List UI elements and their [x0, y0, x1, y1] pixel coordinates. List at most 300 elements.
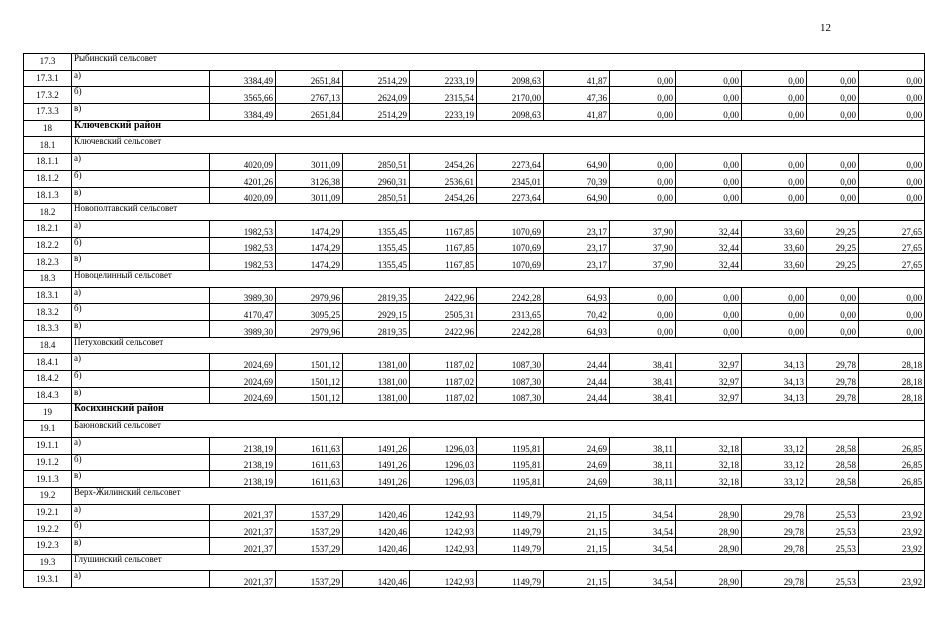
row-code: 18.1.3 — [24, 187, 72, 204]
district-name: Косихинский район — [72, 404, 925, 421]
value-cell: 1381,00 — [343, 354, 410, 371]
value-cell: 0,00 — [742, 104, 807, 121]
value-cell: 1420,46 — [343, 571, 410, 588]
section-row — [24, 554, 925, 571]
value-cell: 0,00 — [610, 187, 676, 204]
value-cell: 33,60 — [742, 254, 807, 271]
value-cell: 1491,26 — [343, 471, 410, 488]
value-cell: 1242,93 — [410, 521, 477, 538]
value-cell: 1474,29 — [276, 254, 343, 271]
table-row — [24, 104, 925, 121]
value-cell: 38,11 — [610, 437, 676, 454]
district-code: 18 — [24, 120, 72, 137]
row-code: 18.3.3 — [24, 321, 72, 338]
row-label: в) — [72, 104, 210, 121]
value-cell: 0,00 — [676, 70, 742, 87]
value-cell: 1491,26 — [343, 437, 410, 454]
row-label: б) — [72, 454, 210, 471]
value-cell: 1355,45 — [343, 254, 410, 271]
value-cell: 2514,29 — [343, 70, 410, 87]
value-cell: 2979,96 — [276, 287, 343, 304]
value-cell: 25,53 — [807, 521, 859, 538]
value-cell: 29,78 — [742, 537, 807, 554]
row-label: б) — [72, 237, 210, 254]
value-cell: 1982,53 — [210, 237, 276, 254]
row-code: 19.1.2 — [24, 454, 72, 471]
value-cell: 2021,37 — [210, 521, 276, 538]
section-name: Глушинский сельсовет — [72, 554, 925, 571]
value-cell: 0,00 — [676, 87, 742, 104]
value-cell: 3011,09 — [276, 187, 343, 204]
value-cell: 2454,26 — [410, 154, 477, 171]
value-cell: 2651,84 — [276, 70, 343, 87]
table-row — [24, 571, 925, 588]
row-code: 19.3.1 — [24, 571, 72, 588]
value-cell: 1187,02 — [410, 354, 477, 371]
value-cell: 1537,29 — [276, 537, 343, 554]
row-code: 17.3.2 — [24, 87, 72, 104]
value-cell: 0,00 — [859, 104, 925, 121]
value-cell: 29,78 — [742, 521, 807, 538]
value-cell: 2242,28 — [477, 321, 544, 338]
value-cell: 2819,35 — [343, 321, 410, 338]
value-cell: 2273,64 — [477, 187, 544, 204]
value-cell: 1381,00 — [343, 371, 410, 388]
value-cell: 21,15 — [544, 571, 610, 588]
value-cell: 0,00 — [742, 154, 807, 171]
value-cell: 2021,37 — [210, 504, 276, 521]
value-cell: 32,97 — [676, 387, 742, 404]
value-cell: 29,78 — [742, 571, 807, 588]
value-cell: 0,00 — [742, 170, 807, 187]
value-cell: 0,00 — [859, 170, 925, 187]
value-cell: 29,25 — [807, 237, 859, 254]
value-cell: 1167,85 — [410, 237, 477, 254]
value-cell: 2170,00 — [477, 87, 544, 104]
value-cell: 0,00 — [859, 304, 925, 321]
row-code: 18.4.3 — [24, 387, 72, 404]
value-cell: 28,58 — [807, 454, 859, 471]
value-cell: 0,00 — [807, 170, 859, 187]
value-cell: 2514,29 — [343, 104, 410, 121]
table-row — [24, 354, 925, 371]
value-cell: 2960,31 — [343, 170, 410, 187]
value-cell: 0,00 — [742, 70, 807, 87]
value-cell: 1242,93 — [410, 537, 477, 554]
value-cell: 23,17 — [544, 254, 610, 271]
table-row — [24, 237, 925, 254]
value-cell: 2624,09 — [343, 87, 410, 104]
value-cell: 1355,45 — [343, 220, 410, 237]
value-cell: 0,00 — [742, 304, 807, 321]
tariff-table — [23, 53, 925, 588]
value-cell: 4170,47 — [210, 304, 276, 321]
value-cell: 0,00 — [807, 321, 859, 338]
value-cell: 38,41 — [610, 371, 676, 388]
value-cell: 3565,66 — [210, 87, 276, 104]
section-code: 19.2 — [24, 487, 72, 504]
value-cell: 34,13 — [742, 371, 807, 388]
value-cell: 2345,01 — [477, 170, 544, 187]
value-cell: 41,87 — [544, 70, 610, 87]
value-cell: 32,18 — [676, 454, 742, 471]
section-code: 18.3 — [24, 270, 72, 287]
row-label: б) — [72, 87, 210, 104]
value-cell: 38,41 — [610, 387, 676, 404]
value-cell: 23,17 — [544, 237, 610, 254]
value-cell: 32,97 — [676, 371, 742, 388]
value-cell: 0,00 — [859, 154, 925, 171]
value-cell: 1491,26 — [343, 454, 410, 471]
value-cell: 0,00 — [676, 187, 742, 204]
section-row — [24, 137, 925, 154]
value-cell: 23,92 — [859, 571, 925, 588]
row-label: а) — [72, 220, 210, 237]
value-cell: 1537,29 — [276, 521, 343, 538]
table-row — [24, 304, 925, 321]
row-label: в) — [72, 471, 210, 488]
value-cell: 1420,46 — [343, 521, 410, 538]
value-cell: 3126,38 — [276, 170, 343, 187]
row-code: 19.2.2 — [24, 521, 72, 538]
value-cell: 2024,69 — [210, 387, 276, 404]
section-code: 17.3 — [24, 54, 72, 71]
table-row — [24, 170, 925, 187]
value-cell: 1355,45 — [343, 237, 410, 254]
value-cell: 1611,63 — [276, 471, 343, 488]
row-code: 17.3.1 — [24, 70, 72, 87]
value-cell: 0,00 — [610, 87, 676, 104]
value-cell: 29,78 — [742, 504, 807, 521]
value-cell: 2850,51 — [343, 187, 410, 204]
value-cell: 0,00 — [742, 321, 807, 338]
row-code: 18.1.1 — [24, 154, 72, 171]
row-label: в) — [72, 321, 210, 338]
row-label: б) — [72, 170, 210, 187]
value-cell: 2850,51 — [343, 154, 410, 171]
value-cell: 28,18 — [859, 354, 925, 371]
value-cell: 70,39 — [544, 170, 610, 187]
value-cell: 0,00 — [742, 287, 807, 304]
value-cell: 0,00 — [676, 321, 742, 338]
value-cell: 1195,81 — [477, 454, 544, 471]
value-cell: 2767,13 — [276, 87, 343, 104]
value-cell: 28,90 — [676, 571, 742, 588]
value-cell: 4020,09 — [210, 187, 276, 204]
value-cell: 24,69 — [544, 437, 610, 454]
value-cell: 26,85 — [859, 437, 925, 454]
row-label: а) — [72, 437, 210, 454]
row-code: 19.2.1 — [24, 504, 72, 521]
table-row — [24, 287, 925, 304]
section-name: Верх-Жилинский сельсовет — [72, 487, 925, 504]
value-cell: 2979,96 — [276, 321, 343, 338]
value-cell: 0,00 — [610, 154, 676, 171]
value-cell: 2536,61 — [410, 170, 477, 187]
row-label: в) — [72, 387, 210, 404]
table-body — [24, 54, 925, 588]
table-row — [24, 437, 925, 454]
value-cell: 3384,49 — [210, 70, 276, 87]
value-cell: 21,15 — [544, 521, 610, 538]
value-cell: 0,00 — [676, 304, 742, 321]
table-row — [24, 521, 925, 538]
value-cell: 0,00 — [807, 304, 859, 321]
value-cell: 41,87 — [544, 104, 610, 121]
table-row — [24, 387, 925, 404]
value-cell: 34,54 — [610, 521, 676, 538]
value-cell: 3095,25 — [276, 304, 343, 321]
value-cell: 1537,29 — [276, 504, 343, 521]
row-code: 18.4.1 — [24, 354, 72, 371]
value-cell: 37,90 — [610, 237, 676, 254]
value-cell: 0,00 — [807, 154, 859, 171]
value-cell: 2929,15 — [343, 304, 410, 321]
value-cell: 0,00 — [807, 187, 859, 204]
value-cell: 28,90 — [676, 504, 742, 521]
value-cell: 3011,09 — [276, 154, 343, 171]
value-cell: 33,60 — [742, 220, 807, 237]
value-cell: 1296,03 — [410, 454, 477, 471]
row-label: б) — [72, 304, 210, 321]
value-cell: 1149,79 — [477, 504, 544, 521]
value-cell: 0,00 — [610, 304, 676, 321]
value-cell: 34,54 — [610, 571, 676, 588]
value-cell: 2138,19 — [210, 471, 276, 488]
value-cell: 27,65 — [859, 237, 925, 254]
value-cell: 24,44 — [544, 354, 610, 371]
value-cell: 23,92 — [859, 504, 925, 521]
table-row — [24, 471, 925, 488]
value-cell: 0,00 — [742, 87, 807, 104]
value-cell: 1087,30 — [477, 371, 544, 388]
value-cell: 1070,69 — [477, 237, 544, 254]
value-cell: 1167,85 — [410, 220, 477, 237]
row-code: 18.3.1 — [24, 287, 72, 304]
row-label: а) — [72, 504, 210, 521]
value-cell: 64,93 — [544, 287, 610, 304]
section-row — [24, 54, 925, 71]
section-row — [24, 421, 925, 438]
row-label: б) — [72, 521, 210, 538]
row-label: а) — [72, 154, 210, 171]
section-name: Новополтавский сельсовет — [72, 204, 925, 221]
value-cell: 24,69 — [544, 454, 610, 471]
page-number: 12 — [820, 22, 831, 34]
value-cell: 32,44 — [676, 254, 742, 271]
table-row — [24, 504, 925, 521]
value-cell: 28,18 — [859, 371, 925, 388]
value-cell: 27,65 — [859, 254, 925, 271]
section-name: Рыбинский сельсовет — [72, 54, 925, 71]
value-cell: 0,00 — [742, 187, 807, 204]
value-cell: 1070,69 — [477, 220, 544, 237]
value-cell: 0,00 — [676, 104, 742, 121]
value-cell: 1242,93 — [410, 571, 477, 588]
district-row — [24, 120, 925, 137]
table-row — [24, 70, 925, 87]
district-code: 19 — [24, 404, 72, 421]
value-cell: 32,97 — [676, 354, 742, 371]
value-cell: 2313,65 — [477, 304, 544, 321]
value-cell: 28,58 — [807, 437, 859, 454]
value-cell: 38,11 — [610, 471, 676, 488]
value-cell: 0,00 — [676, 287, 742, 304]
value-cell: 64,90 — [544, 154, 610, 171]
value-cell: 1167,85 — [410, 254, 477, 271]
row-code: 19.1.1 — [24, 437, 72, 454]
row-label: в) — [72, 537, 210, 554]
row-code: 19.1.3 — [24, 471, 72, 488]
value-cell: 29,25 — [807, 220, 859, 237]
value-cell: 2021,37 — [210, 571, 276, 588]
district-row — [24, 404, 925, 421]
row-code: 18.2.1 — [24, 220, 72, 237]
section-row — [24, 270, 925, 287]
value-cell: 2021,37 — [210, 537, 276, 554]
value-cell: 1501,12 — [276, 371, 343, 388]
value-cell: 0,00 — [807, 70, 859, 87]
row-code: 17.3.3 — [24, 104, 72, 121]
value-cell: 33,12 — [742, 471, 807, 488]
section-name: Новоцелинный сельсовет — [72, 270, 925, 287]
table-row — [24, 454, 925, 471]
section-row — [24, 337, 925, 354]
section-name: Баюновский сельсовет — [72, 421, 925, 438]
section-code: 19.3 — [24, 554, 72, 571]
value-cell: 1420,46 — [343, 537, 410, 554]
value-cell: 1296,03 — [410, 437, 477, 454]
value-cell: 0,00 — [807, 287, 859, 304]
value-cell: 0,00 — [859, 287, 925, 304]
value-cell: 1982,53 — [210, 254, 276, 271]
table-row — [24, 87, 925, 104]
value-cell: 1611,63 — [276, 437, 343, 454]
section-code: 19.1 — [24, 421, 72, 438]
value-cell: 37,90 — [610, 220, 676, 237]
value-cell: 0,00 — [610, 287, 676, 304]
value-cell: 2819,35 — [343, 287, 410, 304]
row-code: 18.1.2 — [24, 170, 72, 187]
value-cell: 1195,81 — [477, 471, 544, 488]
value-cell: 2651,84 — [276, 104, 343, 121]
section-code: 18.1 — [24, 137, 72, 154]
value-cell: 1611,63 — [276, 454, 343, 471]
value-cell: 0,00 — [676, 154, 742, 171]
value-cell: 29,25 — [807, 254, 859, 271]
row-code: 18.4.2 — [24, 371, 72, 388]
value-cell: 32,18 — [676, 437, 742, 454]
value-cell: 24,69 — [544, 471, 610, 488]
row-code: 18.3.2 — [24, 304, 72, 321]
value-cell: 1501,12 — [276, 354, 343, 371]
value-cell: 1149,79 — [477, 537, 544, 554]
value-cell: 1149,79 — [477, 571, 544, 588]
value-cell: 32,44 — [676, 220, 742, 237]
value-cell: 21,15 — [544, 537, 610, 554]
table-row — [24, 537, 925, 554]
value-cell: 33,12 — [742, 454, 807, 471]
value-cell: 3989,30 — [210, 321, 276, 338]
value-cell: 1149,79 — [477, 521, 544, 538]
value-cell: 64,90 — [544, 187, 610, 204]
value-cell: 28,18 — [859, 387, 925, 404]
value-cell: 29,78 — [807, 371, 859, 388]
value-cell: 1187,02 — [410, 387, 477, 404]
value-cell: 34,13 — [742, 354, 807, 371]
value-cell: 28,90 — [676, 537, 742, 554]
value-cell: 2138,19 — [210, 454, 276, 471]
section-name: Ключевский сельсовет — [72, 137, 925, 154]
value-cell: 29,78 — [807, 387, 859, 404]
value-cell: 2138,19 — [210, 437, 276, 454]
value-cell: 1537,29 — [276, 571, 343, 588]
value-cell: 2505,31 — [410, 304, 477, 321]
row-label: в) — [72, 254, 210, 271]
value-cell: 25,53 — [807, 504, 859, 521]
row-label: в) — [72, 187, 210, 204]
value-cell: 34,13 — [742, 387, 807, 404]
value-cell: 2454,26 — [410, 187, 477, 204]
value-cell: 1087,30 — [477, 387, 544, 404]
value-cell: 24,44 — [544, 387, 610, 404]
value-cell: 1982,53 — [210, 220, 276, 237]
row-code: 19.2.3 — [24, 537, 72, 554]
value-cell: 1296,03 — [410, 471, 477, 488]
value-cell: 1474,29 — [276, 237, 343, 254]
value-cell: 0,00 — [610, 170, 676, 187]
value-cell: 0,00 — [859, 87, 925, 104]
value-cell: 4201,26 — [210, 170, 276, 187]
value-cell: 25,53 — [807, 571, 859, 588]
value-cell: 2098,63 — [477, 104, 544, 121]
value-cell: 26,85 — [859, 454, 925, 471]
table-row — [24, 154, 925, 171]
value-cell: 0,00 — [610, 321, 676, 338]
value-cell: 23,92 — [859, 537, 925, 554]
value-cell: 2098,63 — [477, 70, 544, 87]
value-cell: 2242,28 — [477, 287, 544, 304]
section-code: 18.2 — [24, 204, 72, 221]
value-cell: 1070,69 — [477, 254, 544, 271]
value-cell: 1381,00 — [343, 387, 410, 404]
value-cell: 2422,96 — [410, 287, 477, 304]
value-cell: 37,90 — [610, 254, 676, 271]
value-cell: 0,00 — [859, 321, 925, 338]
value-cell: 2233,19 — [410, 70, 477, 87]
value-cell: 70,42 — [544, 304, 610, 321]
value-cell: 32,44 — [676, 237, 742, 254]
value-cell: 1087,30 — [477, 354, 544, 371]
value-cell: 1195,81 — [477, 437, 544, 454]
value-cell: 32,18 — [676, 471, 742, 488]
value-cell: 21,15 — [544, 504, 610, 521]
value-cell: 0,00 — [807, 104, 859, 121]
value-cell: 25,53 — [807, 537, 859, 554]
value-cell: 33,60 — [742, 237, 807, 254]
value-cell: 64,93 — [544, 321, 610, 338]
value-cell: 26,85 — [859, 471, 925, 488]
section-row — [24, 204, 925, 221]
value-cell: 28,90 — [676, 521, 742, 538]
table-row — [24, 321, 925, 338]
value-cell: 38,11 — [610, 454, 676, 471]
value-cell: 0,00 — [610, 104, 676, 121]
section-row — [24, 487, 925, 504]
value-cell: 47,36 — [544, 87, 610, 104]
value-cell: 3989,30 — [210, 287, 276, 304]
value-cell: 1474,29 — [276, 220, 343, 237]
